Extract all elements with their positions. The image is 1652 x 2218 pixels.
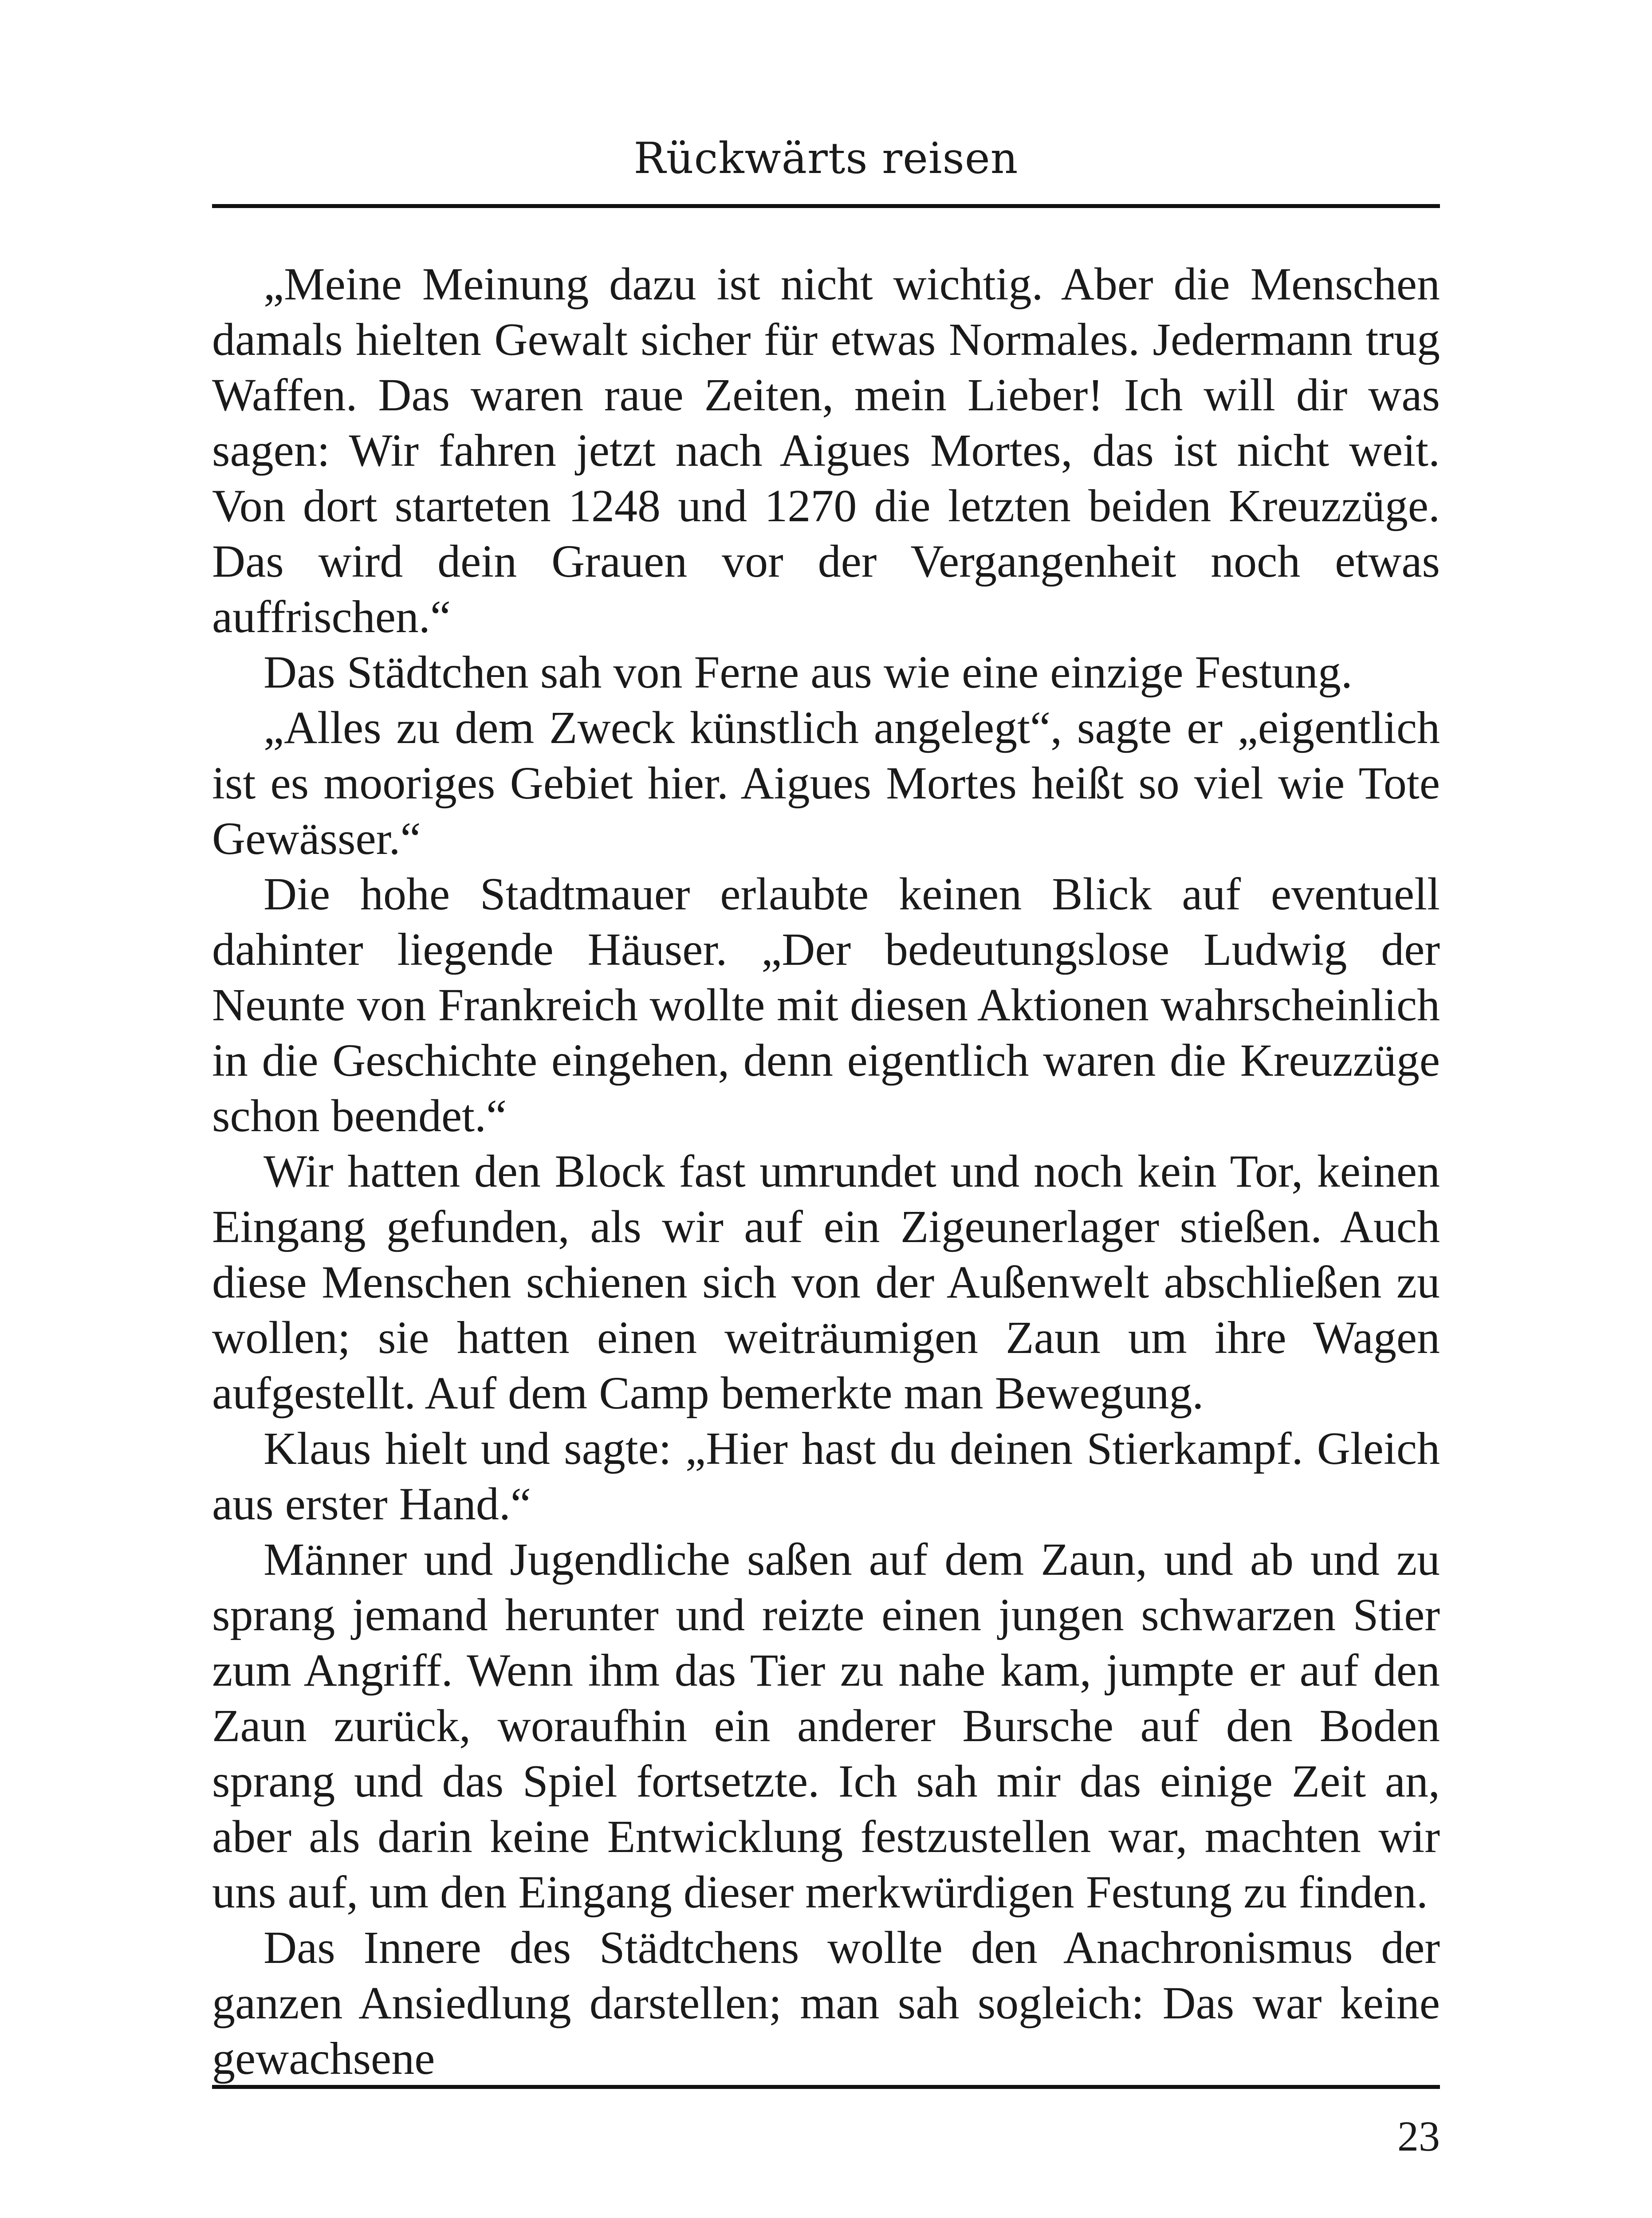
header-rule [212,204,1440,208]
paragraph: Die hohe Stadtmauer erlaubte keinen Blick auf eventuell dahinter liegende Häuser. „Der bedeutungslose Ludwig der Neunte von Frankreich wollte mit diesen Aktionen wahrscheinlich in die Geschichte eingehen, denn eigentlich waren die Kreuzzüge schon beendet.“ [212,869,1440,1141]
footer-rule [212,2085,1440,2089]
paragraph: Das Städtchen sah von Ferne aus wie eine einzige Festung. [264,647,1353,698]
page-number: 23 [1397,2112,1440,2160]
paragraph: „Meine Meinung dazu ist nicht wichtig. Aber die Menschen damals hielten Gewalt sicher für etwas Normales. Jedermann trug Waffen. Das waren raue Zeiten, mein Lieber! Ich will dir was sagen: Wir fahren jetzt nach Aigues Mortes, das ist nicht weit. Von dort starteten 1248 und 1270 die letzten beiden Kreuzzüge. Das wird dein Grauen vor der Vergangenheit noch etwas auffrischen.“ [212,259,1440,642]
running-title: Rückwärts reisen [633,134,1019,183]
paragraph: Wir hatten den Block fast umrundet und noch kein Tor, keinen Eingang gefunden, als wir auf ein Zigeunerlager stießen. Auch diese Menschen schienen sich von der Außenwelt abschließen zu wollen; sie hatten einen weiträumigen Zaun um ihre Wagen aufgestellt. Auf dem Camp bemerkte man Bewegung. [212,1146,1440,1419]
paragraph: Klaus hielt und sagte: „Hier hast du deinen Stierkampf. Gleich aus erster Hand.“ [212,1423,1440,1530]
paragraph: „Alles zu dem Zweck künstlich angelegt“, sagte er „eigentlich ist es mooriges Gebiet hier. Aigues Mortes heißt so viel wie Tote Gewässer.“ [212,702,1440,864]
body-text [212,256,1440,2086]
paragraph: Das Innere des Städtchens wollte den Anachronismus der ganzen Ansiedlung darstellen; man sah sogleich: Das war keine gewachsene [212,1922,1440,2084]
paragraph: Männer und Jugendliche saßen auf dem Zaun, und ab und zu sprang jemand herunter und reizte einen jungen schwarzen Stier zum Angriff. Wenn ihm das Tier zu nahe kam, jumpte er auf den Zaun zurück, woraufhin ein anderer Bursche auf den Boden sprang und das Spiel fortsetzte. Ich sah mir das einige Zeit an, aber als darin keine Entwicklung festzustellen war, machten wir uns auf, um den Eingang dieser merkwürdigen Festung zu finden. [212,1534,1440,1918]
